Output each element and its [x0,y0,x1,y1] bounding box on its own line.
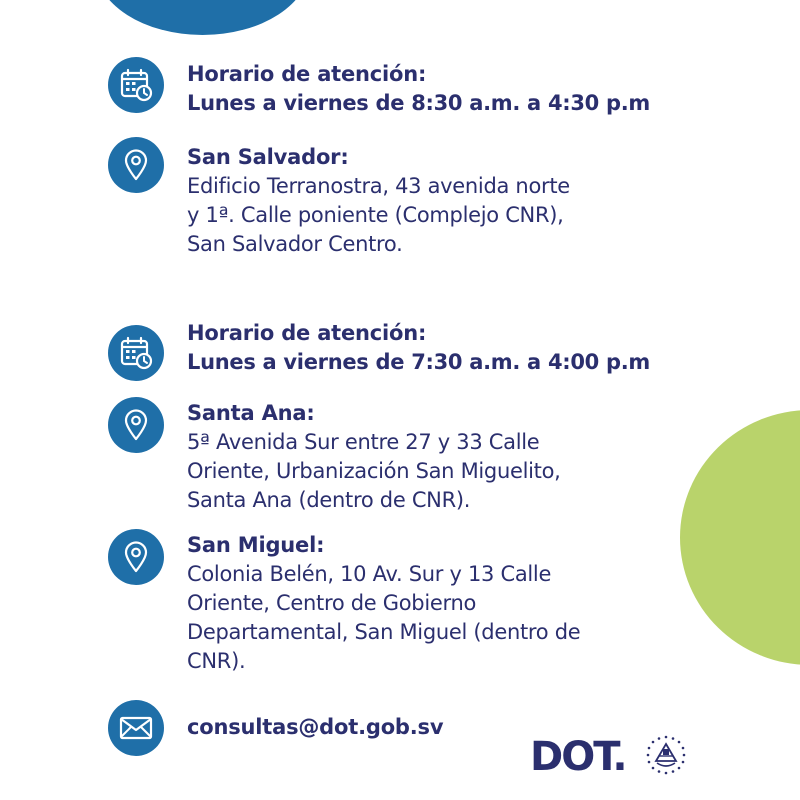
schedule-title: Horario de atención: [187,321,427,345]
logo-wordmark: DOT. [530,734,626,780]
location-pin-icon [108,397,164,453]
calendar-clock-icon [108,325,164,381]
address-line: CNR). [187,649,246,673]
schedule-title: Horario de atención: [187,62,427,86]
address-line: San Salvador Centro. [187,232,403,256]
address-line: Santa Ana (dentro de CNR). [187,488,471,512]
decorative-circle-top [95,0,310,35]
location-pin-icon [108,529,164,585]
address-line: Edificio Terranostra, 43 avenida norte [187,174,570,198]
address-line: Oriente, Centro de Gobierno [187,591,477,615]
location-pin-icon [108,137,164,193]
location-title: San Salvador: [187,145,349,169]
address-line: Colonia Belén, 10 Av. Sur y 13 Calle [187,562,552,586]
coat-of-arms-icon [644,733,688,781]
contact-email-link[interactable]: consultas@dot.gob.sv [187,715,444,739]
schedule-hours: Lunes a viernes de 8:30 a.m. a 4:30 p.m [187,91,650,115]
address-line: Oriente, Urbanización San Miguelito, [187,459,561,483]
dot-logo [530,733,688,781]
calendar-clock-icon [108,57,164,113]
address-line: 5ª Avenida Sur entre 27 y 33 Calle [187,430,540,454]
schedule-hours: Lunes a viernes de 7:30 a.m. a 4:00 p.m [187,350,650,374]
address-line: Departamental, San Miguel (dentro de [187,620,581,644]
location-title: Santa Ana: [187,401,315,425]
address-line: y 1ª. Calle poniente (Complejo CNR), [187,203,564,227]
envelope-icon [108,700,164,756]
location-title: San Miguel: [187,533,325,557]
